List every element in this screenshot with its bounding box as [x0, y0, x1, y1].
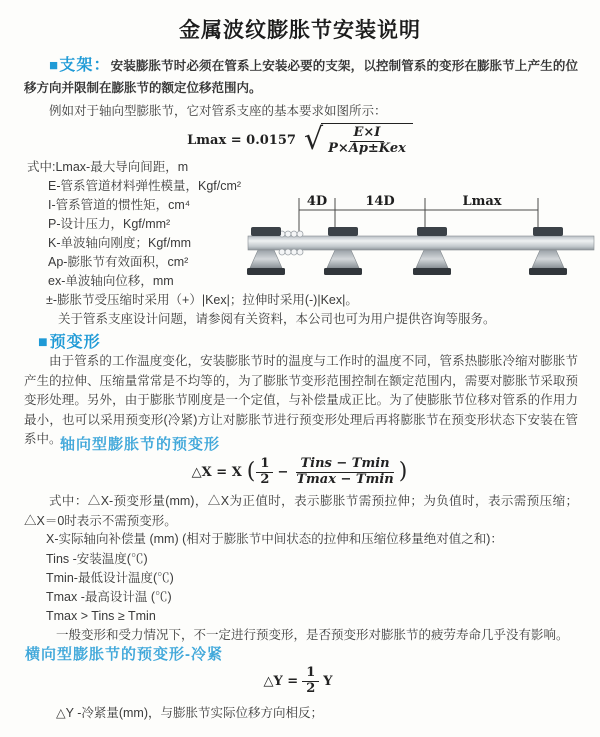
definition-item: P-设计压力，Kgf/mm² — [48, 217, 171, 231]
lmax-formula-numerator: E×I — [350, 126, 385, 142]
lateral-formula-rhs: Y — [323, 673, 333, 689]
lateral-note: △Y -冷紧量(mm)，与膨胀节实际位移方向相反； — [56, 706, 324, 720]
consult-note: 关于管系支座设计问题，请参阅有关资料，本公司也可为用户提供咨询等服务。 — [58, 312, 496, 326]
temp-fraction-denominator: Tmax − Tmin — [296, 471, 394, 487]
section-square-icon: ■ — [49, 57, 59, 74]
definition-item: Ap-膨胀节有效面积，cm² — [48, 255, 189, 269]
axial-formula — [0, 455, 600, 489]
support-spacing-diagram — [242, 190, 600, 292]
temperature-definitions — [46, 550, 174, 626]
pipe — [248, 236, 594, 250]
support-intro-paragraph — [24, 55, 578, 99]
definition-item: 式中:Lmax-最大导向间距，m — [27, 160, 189, 174]
minus-operator: − — [277, 464, 289, 480]
x-definition-line: X-实际轴向补偿量 (mm) (相对于膨胀节中间状态的拉伸和压缩位移量绝对值之和)： — [46, 532, 503, 546]
axial-note: 一般变形和受力情况下，不一定进行预变形，是否预变形对膨胀节的疲劳寿命几乎没有影响。 — [56, 628, 569, 642]
diagram-label-lmax: Lmax — [462, 194, 502, 209]
diagram-label-4d: 4D — [306, 194, 328, 209]
lateral-subheading: 横向型膨胀节的预变形-冷紧 — [25, 646, 223, 663]
section-square-icon: ■ — [38, 334, 49, 351]
half-fraction: $\frac{1}{2}$ — [256, 457, 273, 488]
axial-formula-explanation: 式中：△X-预变形量(mm)，△X为正值时，表示膨胀节需预拉伸；为负值时，表示需预压缩；△X＝0时表示不需预变形。 — [24, 494, 578, 528]
temp-definition-item: Tins -安装温度(℃) — [46, 552, 148, 566]
radical-sign: √ — [303, 122, 324, 157]
temp-definition-item: Tmax -最高设计温 (℃) — [46, 590, 172, 604]
axial-formula-lhs: △X = X — [191, 464, 242, 480]
axial-subheading: 轴向型膨胀节的预变形 — [60, 436, 221, 453]
prestrain-paragraph: 由于管系的工作温度变化，安装膨胀节时的温度与工作时的温度不同，管系热膨胀冷缩对膨胀节产生的拉伸、压缩量常常是不均等的，为了膨胀节变形范围控制在额定范围内，需要对膨胀节采取预变形处理。另外，由于膨胀节刚度是一个定值，与补偿量成正比。为了使膨胀节位移对管系的作用力最小，也可以采用预变形(冷紧)方让对膨胀节进行预变形处理后再将膨胀节在预变形状态下安装在管系中。 — [24, 354, 578, 446]
pipe-support-guide — [529, 227, 567, 275]
support-example-text: 例如对于轴向型膨胀节，它对管系支座的基本要求如图所示： — [49, 104, 387, 118]
temp-definition-item: Tmin-最低设计温度(℃) — [46, 571, 174, 585]
support-section-label: 支架： — [59, 57, 111, 74]
lateral-formula-lhs: △Y = — [263, 673, 299, 689]
prestrain-heading-text: 预变形 — [49, 334, 101, 351]
definition-item: I-管系管道的惯性矩，cm⁴ — [48, 198, 191, 212]
page-title: 金属波纹膨胀节安装说明 — [179, 19, 421, 42]
lmax-formula-root — [321, 123, 413, 157]
temp-definition-item: Tmax > Tins ≥ Tmin — [46, 609, 156, 623]
diagram-label-14d: 14D — [365, 194, 395, 209]
plusminus-note: ±-膨胀节受压缩时采用（+）|Kex|；拉伸时采用(-)|Kex|。 — [46, 293, 358, 307]
definition-item: E-管系管道材料弹性模量，Kgf/cm² — [48, 179, 242, 193]
lateral-formula — [0, 666, 600, 696]
definition-item: K-单波轴向刚度；Kgf/mm — [48, 236, 192, 250]
open-paren: ( — [246, 459, 256, 484]
close-paren: ) — [398, 459, 408, 484]
pipe-support-guide — [324, 227, 362, 275]
lmax-formula-denominator: P×Ap±Kex — [328, 141, 406, 156]
temperature-fraction — [292, 457, 397, 488]
support-intro-text: 安装膨胀节时必须在管系上安装必要的支架，以控制管系的变形在膨胀节上产生的位移方向并限制在膨胀节的额定位移范围内。 — [24, 59, 578, 95]
lmax-formula-prefix: Lmax = 0.0157 — [187, 132, 296, 148]
pipe-support-guide — [413, 227, 451, 275]
half-fraction: $\frac{1}{2}$ — [302, 666, 319, 697]
lmax-formula — [0, 122, 600, 158]
definition-item: ex-单波轴向位移，mm — [48, 274, 174, 288]
prestrain-section-heading — [38, 329, 101, 352]
temp-fraction-numerator: Tins − Tmin — [296, 457, 393, 473]
